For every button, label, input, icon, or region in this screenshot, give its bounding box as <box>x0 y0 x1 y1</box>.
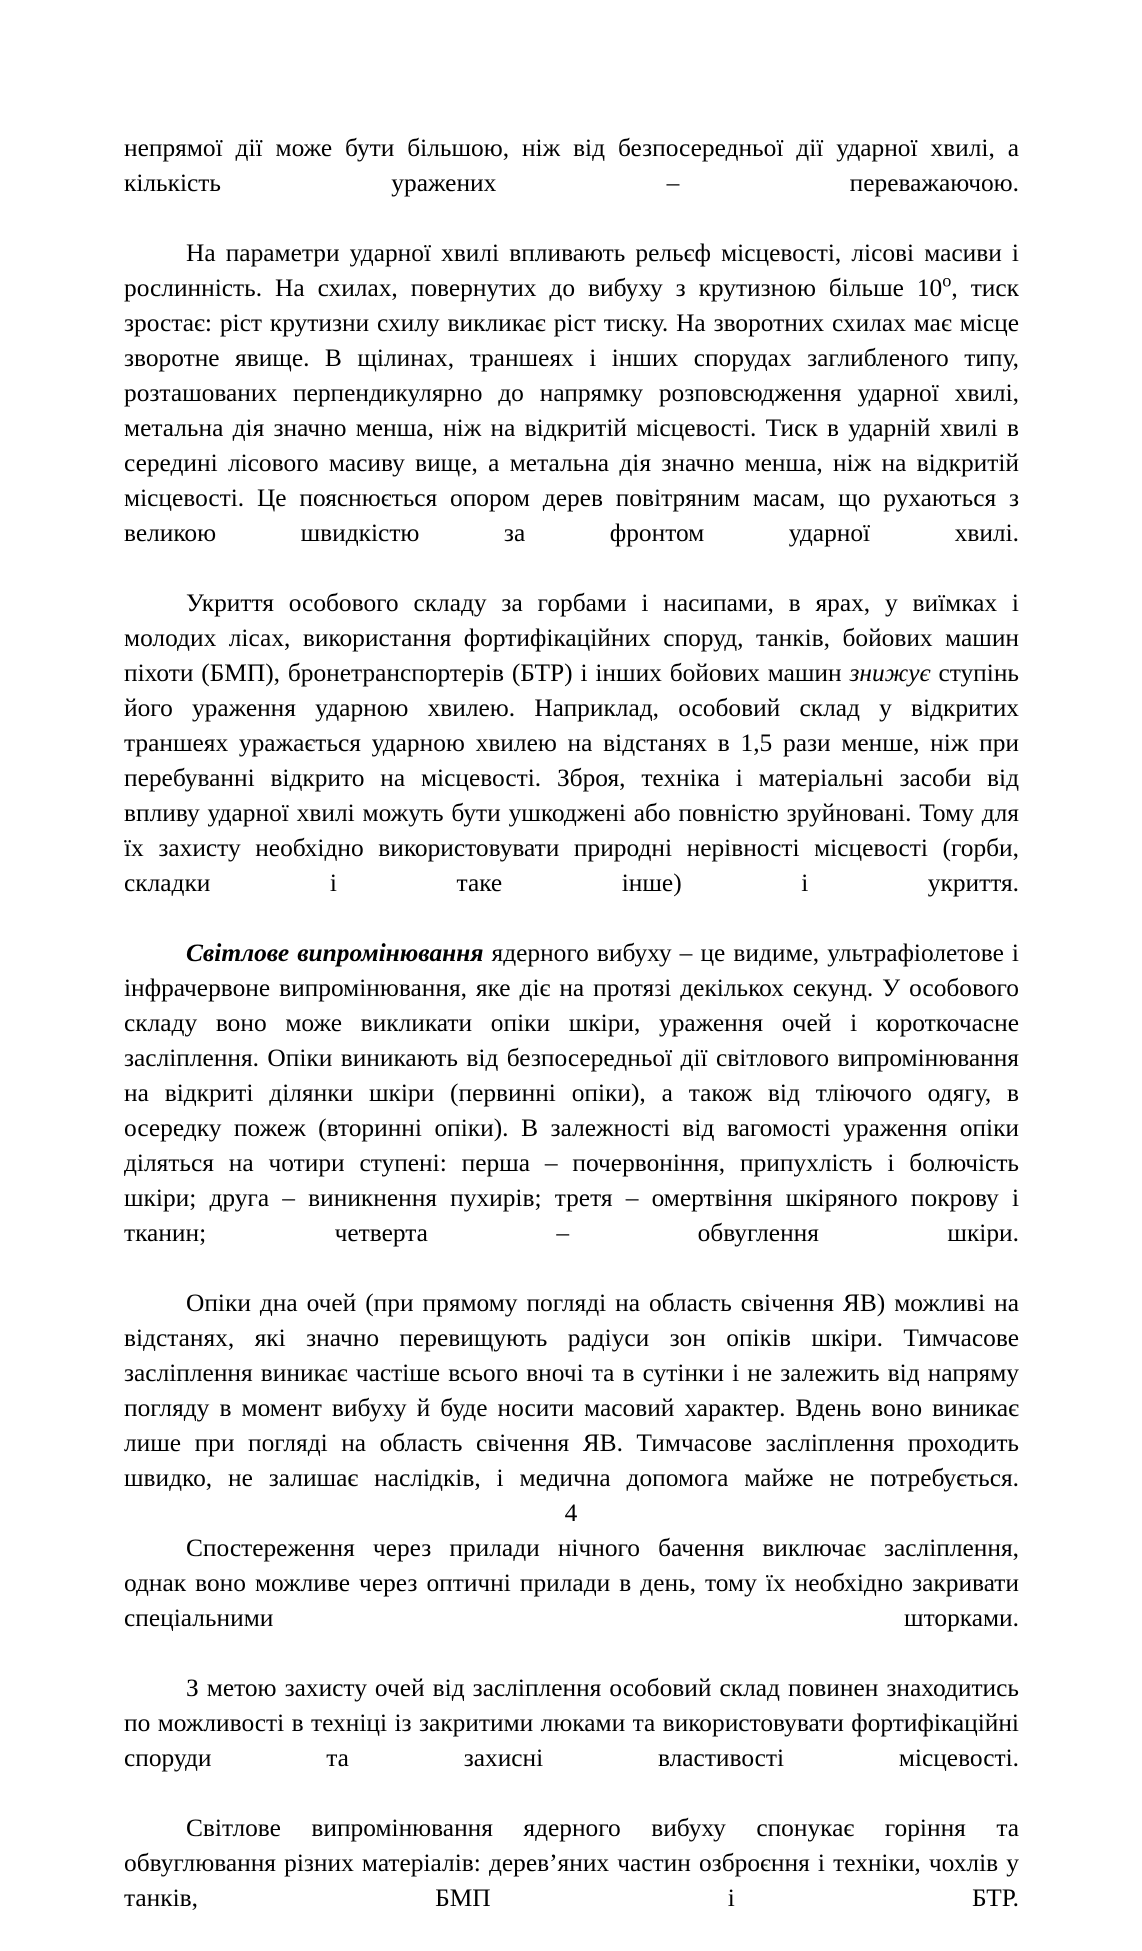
paragraph-1 <box>124 131 1019 236</box>
paragraph-2-text-after-degree: , тиск зростає: ріст крутизни схилу викликає ріст тиску. На зворотних схилах має місце зворотне явище. В щілинах, траншеях і інших спорудах заглибленого типу, розташованих перпендикулярно до напрямку розповсюдження ударної хвилі, метальна дія значно менша, ніж на відкритій місцевості. Тиск в ударній хвилі в середині лісового масиву вище, а метальна дія значно менша, ніж на відкритій місцевості. Це пояснюється опором дерев повітряним масам, що рухаються з великою швидкістю за фронтом ударної хвилі. <box>124 274 1019 547</box>
paragraph-1-text: непрямої дії може бути більшою, ніж від безпосередньої дії ударної хвилі, а кількість уражених – переважаючою. <box>124 134 1019 197</box>
paragraph-6 <box>124 1531 1019 1671</box>
paragraph-3-italic-emphasis: знижує <box>849 659 931 687</box>
paragraph-7-text: З метою захисту очей від засліплення особовий склад повинен знаходитись по можливості в техніці із закритими люками та використовувати фортифікаційні споруди та захисні властивості місцевості. <box>124 1674 1019 1772</box>
paragraph-5 <box>124 1286 1019 1531</box>
paragraph-8-text: Світлове випромінювання ядерного вибуху спонукає горіння та обвуглювання різних матеріалів: дерев’яних частин озброєння і техніки, чохлів у танків, БМП і БТР. <box>124 1814 1019 1912</box>
paragraph-2 <box>124 236 1019 586</box>
paragraph-4-text: ядерного вибуху – це видиме, ультрафіолетове і інфрачервоне випромінювання, яке діє на протязі декількох секунд. У особового складу воно може викликати опіки шкіри, ураження очей і короткочасне засліплення. Опіки виникають від безпосередньої дії світлового випромінювання на відкриті ділянки шкіри (первинні опіки), а також від тліючого одягу, в осередку пожеж (вторинні опіки). В залежності від вагомості ураження опіки діляться на чотири ступені: перша – почервоніння, припухлість і болючість шкіри; друга – виникнення пухирів; третя – омертвіння шкіряного покрову і тканин; четверта – обвуглення шкіри. <box>124 939 1019 1247</box>
page-number-footer: 4 <box>564 1499 578 1527</box>
paragraph-2-text-before-degree: На параметри ударної хвилі впливають рельєф місцевості, лісові масиви і рослинність. На схилах, повернутих до вибуху з крутизною більше 10 <box>124 239 1019 302</box>
paragraph-8 <box>124 1811 1019 1951</box>
paragraph-3-text-part1: Укриття особового складу за горбами і насипами, в ярах, у виїмках і молодих лісах, використання фортифікаційних споруд, танків, бойових машин піхоти (БМП), бронетранспортерів (БТР) і інших бойових машин <box>124 589 1019 687</box>
paragraph-4 <box>124 936 1019 1286</box>
paragraph-7 <box>124 1671 1019 1811</box>
paragraph-6-text: Спостереження через прилади нічного бачення виключає засліплення, однак воно можливе через оптичні прилади в день, тому їх необхідно закривати спеціальними шторками. <box>124 1534 1019 1632</box>
degree-symbol: о <box>942 270 952 291</box>
page-text-body <box>124 131 1019 1951</box>
paragraph-3 <box>124 586 1019 936</box>
paragraph-3-text-part2: ступінь його ураження ударною хвилею. Наприклад, особовий склад у відкритих траншеях уражається ударною хвилею на відстанях в 1,5 рази менше, ніж при перебуванні відкрито на місцевості. Зброя, техніка і матеріальні засоби від впливу ударної хвилі можуть бути ушкоджені або повністю зруйновані. Тому для їх захисту необхідно використовувати природні нерівності місцевості (горби, складки і таке інше) і укриття. <box>124 659 1019 897</box>
paragraph-5-text: Опіки дна очей (при прямому погляді на область свічення ЯВ) можливі на відстанях, які значно перевищують радіуси зон опіків шкіри. Тимчасове засліплення виникає частіше всього вночі та в сутінки і не залежить від напряму погляду в момент вибуху й буде носити масовий характер. Вдень воно виникає лише при погляді на область свічення ЯВ. Тимчасове засліплення проходить швидко, не залишає наслідків, і медична допомога майже не потребується. <box>124 1289 1019 1492</box>
term-svitlove-vyprominiuvannia: Світлове випромінювання <box>186 939 484 967</box>
